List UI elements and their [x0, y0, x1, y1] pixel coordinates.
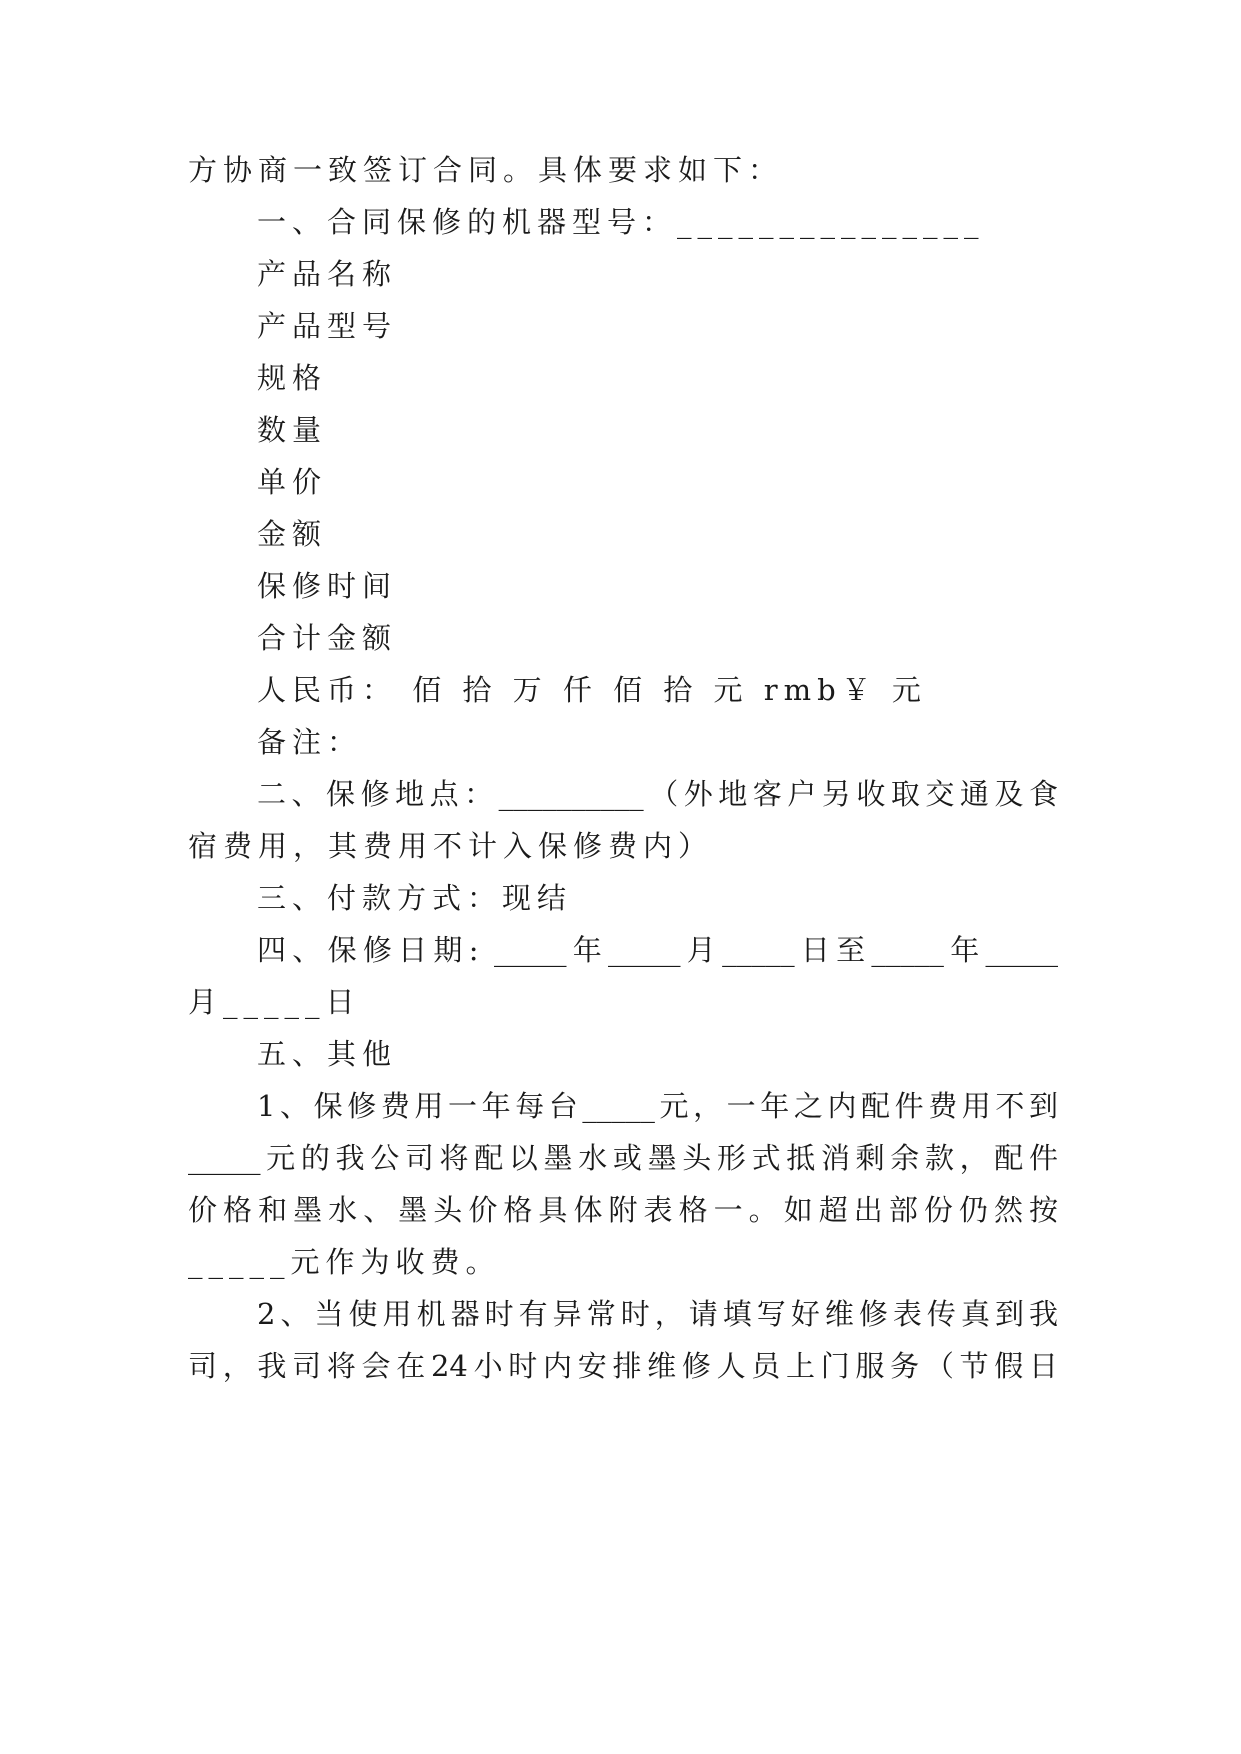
item-2-line-2: 司，我司将会在24小时内安排维修人员上门服务（节假日 — [188, 1349, 1058, 1383]
spec-label: 规格 — [257, 361, 328, 395]
section-2-location-line: 二、保修地点：__________（外地客户另收取交通及食 — [257, 777, 1058, 811]
item-1-line-1: 1、保修费用一年每台_____元，一年之内配件费用不到 — [257, 1089, 1058, 1123]
rmb-amount-line: 人民币： 佰 拾 万 仟 佰 拾 元 rmb￥ 元 — [257, 673, 927, 707]
product-name-label: 产品名称 — [257, 257, 398, 291]
product-model-label: 产品型号 — [257, 309, 398, 343]
item-1-line-4: _____元作为收费。 — [188, 1245, 501, 1279]
section-2-continuation: 宿费用，其费用不计入保修费内） — [188, 829, 714, 863]
item-1-line-2: _____元的我公司将配以墨水或墨头形式抵消剩余款，配件 — [188, 1141, 1058, 1175]
quantity-label: 数量 — [257, 413, 328, 447]
section-4-date-line: 四、保修日期: _____年_____月_____日至_____年_____ — [257, 933, 1058, 967]
section-1-model-line: 一、合同保修的机器型号：_______________ — [257, 205, 985, 239]
section-4-continuation: 月_____日 — [188, 985, 361, 1019]
item-1-line-3: 价格和墨水、墨头价格具体附表格一。如超出部份仍然按 — [188, 1193, 1058, 1227]
intro-line: 方协商一致签订合同。具体要求如下： — [188, 153, 784, 187]
unit-price-label: 单价 — [257, 465, 328, 499]
warranty-period-label: 保修时间 — [257, 569, 398, 603]
remarks-label: 备注： — [257, 725, 363, 759]
total-amount-label: 合计金额 — [257, 621, 398, 655]
section-3-payment-line: 三、付款方式：现结 — [257, 881, 573, 915]
amount-label: 金额 — [257, 517, 328, 551]
section-5-heading: 五、其他 — [257, 1037, 398, 1071]
item-2-line-1: 2、当使用机器时有异常时，请填写好维修表传真到我 — [257, 1297, 1058, 1331]
